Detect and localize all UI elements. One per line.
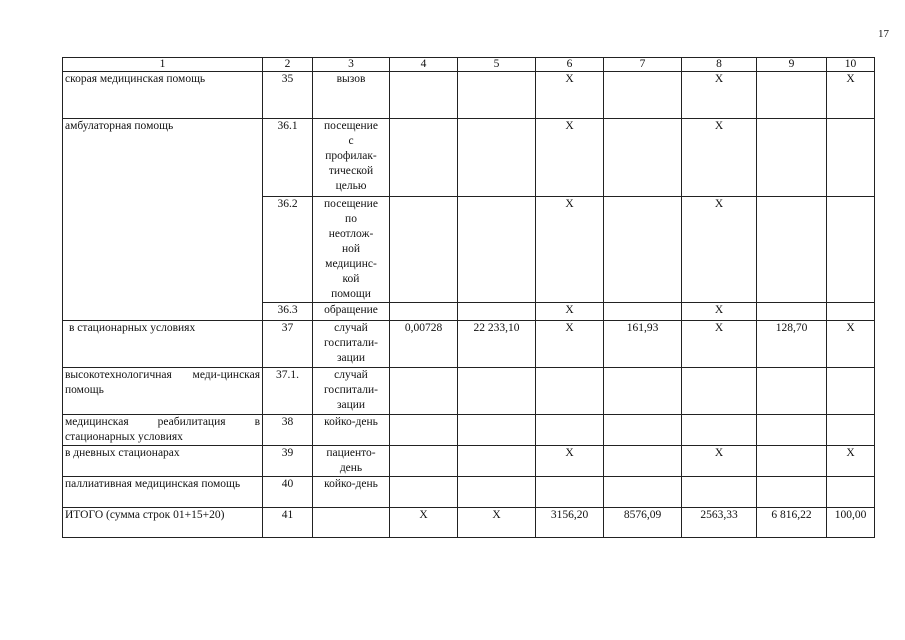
cell-col10: X bbox=[827, 446, 875, 477]
cell-col8: X bbox=[682, 197, 757, 303]
row-code: 36.3 bbox=[263, 303, 313, 321]
cell-col8: X bbox=[682, 119, 757, 197]
header-cell: 7 bbox=[604, 58, 682, 72]
table-row bbox=[63, 508, 875, 538]
cell-col4: 0,00728 bbox=[390, 321, 458, 368]
cell-col9 bbox=[757, 119, 827, 197]
cell-col8 bbox=[682, 477, 757, 508]
cell-col10: X bbox=[827, 72, 875, 119]
row-code: 37.1. bbox=[263, 368, 313, 415]
cell-col10 bbox=[827, 477, 875, 508]
row-name: паллиативная медицинская помощь bbox=[63, 477, 263, 508]
cell-col5 bbox=[458, 197, 536, 303]
cell-col4 bbox=[390, 477, 458, 508]
cell-col4 bbox=[390, 415, 458, 446]
cell-col4 bbox=[390, 446, 458, 477]
cell-col8 bbox=[682, 415, 757, 446]
cell-col7 bbox=[604, 72, 682, 119]
cell-col9 bbox=[757, 415, 827, 446]
cell-col7 bbox=[604, 303, 682, 321]
tariff-table bbox=[62, 57, 875, 538]
cell-col10: X bbox=[827, 321, 875, 368]
cell-col7 bbox=[604, 368, 682, 415]
page-number: 17 bbox=[878, 28, 889, 40]
table-row bbox=[63, 415, 875, 446]
cell-col9 bbox=[757, 197, 827, 303]
cell-col8 bbox=[682, 368, 757, 415]
row-unit: случай госпитали- зации bbox=[313, 368, 390, 415]
header-cell: 9 bbox=[757, 58, 827, 72]
cell-col6: X bbox=[536, 446, 604, 477]
cell-col4: X bbox=[390, 508, 458, 538]
cell-col4 bbox=[390, 72, 458, 119]
row-code: 35 bbox=[263, 72, 313, 119]
header-cell: 3 bbox=[313, 58, 390, 72]
row-unit: койко-день bbox=[313, 477, 390, 508]
cell-col6: X bbox=[536, 303, 604, 321]
cell-col6: X bbox=[536, 119, 604, 197]
cell-col7 bbox=[604, 415, 682, 446]
cell-col4 bbox=[390, 197, 458, 303]
cell-col10 bbox=[827, 197, 875, 303]
cell-col9 bbox=[757, 446, 827, 477]
row-unit: койко-день bbox=[313, 415, 390, 446]
row-name: в стационарных условиях bbox=[63, 321, 263, 368]
row-code: 36.1 bbox=[263, 119, 313, 197]
cell-col8: 2563,33 bbox=[682, 508, 757, 538]
row-name: скорая медицинская помощь bbox=[63, 72, 263, 119]
cell-col9 bbox=[757, 72, 827, 119]
table-row bbox=[63, 446, 875, 477]
cell-col9: 6 816,22 bbox=[757, 508, 827, 538]
header-cell: 5 bbox=[458, 58, 536, 72]
cell-col5: X bbox=[458, 508, 536, 538]
row-unit: посещение с профилак- тической целью bbox=[313, 119, 390, 197]
table-row bbox=[63, 119, 875, 197]
row-unit: случай госпитали- зации bbox=[313, 321, 390, 368]
cell-col10: 100,00 bbox=[827, 508, 875, 538]
row-name: высокотехнологичная меди-цинская помощь bbox=[63, 368, 263, 415]
row-name: медицинская реабилитация в стационарных условиях bbox=[63, 415, 263, 446]
cell-col7: 161,93 bbox=[604, 321, 682, 368]
cell-col4 bbox=[390, 303, 458, 321]
cell-col10 bbox=[827, 368, 875, 415]
row-code: 37 bbox=[263, 321, 313, 368]
cell-col5: 22 233,10 bbox=[458, 321, 536, 368]
cell-col5 bbox=[458, 368, 536, 415]
row-unit: посещение по неотлож- ной медицинс- кой помощи bbox=[313, 197, 390, 303]
cell-col10 bbox=[827, 119, 875, 197]
cell-col10 bbox=[827, 415, 875, 446]
row-unit: вызов bbox=[313, 72, 390, 119]
cell-col10 bbox=[827, 303, 875, 321]
cell-col4 bbox=[390, 119, 458, 197]
cell-col9 bbox=[757, 368, 827, 415]
header-cell: 4 bbox=[390, 58, 458, 72]
header-cell: 1 bbox=[63, 58, 263, 72]
row-name: амбулаторная помощь bbox=[63, 119, 263, 321]
cell-col7 bbox=[604, 119, 682, 197]
row-name: в дневных стационарах bbox=[63, 446, 263, 477]
table-row bbox=[63, 368, 875, 415]
cell-col6 bbox=[536, 477, 604, 508]
row-code: 41 bbox=[263, 508, 313, 538]
cell-col5 bbox=[458, 415, 536, 446]
cell-col8: X bbox=[682, 321, 757, 368]
cell-col8: X bbox=[682, 72, 757, 119]
header-row bbox=[63, 58, 875, 72]
cell-col6: X bbox=[536, 72, 604, 119]
cell-col7 bbox=[604, 477, 682, 508]
cell-col5 bbox=[458, 303, 536, 321]
cell-col6: X bbox=[536, 321, 604, 368]
header-cell: 2 bbox=[263, 58, 313, 72]
table-row bbox=[63, 321, 875, 368]
cell-col7 bbox=[604, 197, 682, 303]
cell-col9: 128,70 bbox=[757, 321, 827, 368]
cell-col7: 8576,09 bbox=[604, 508, 682, 538]
cell-col6 bbox=[536, 368, 604, 415]
table-row bbox=[63, 477, 875, 508]
cell-col6: 3156,20 bbox=[536, 508, 604, 538]
row-unit bbox=[313, 508, 390, 538]
row-unit: обращение bbox=[313, 303, 390, 321]
row-unit: пациенто- день bbox=[313, 446, 390, 477]
cell-col8: X bbox=[682, 303, 757, 321]
header-cell: 6 bbox=[536, 58, 604, 72]
cell-col5 bbox=[458, 119, 536, 197]
cell-col9 bbox=[757, 303, 827, 321]
cell-col5 bbox=[458, 477, 536, 508]
cell-col6 bbox=[536, 415, 604, 446]
cell-col6: X bbox=[536, 197, 604, 303]
cell-col7 bbox=[604, 446, 682, 477]
header-cell: 8 bbox=[682, 58, 757, 72]
header-cell: 10 bbox=[827, 58, 875, 72]
cell-col8: X bbox=[682, 446, 757, 477]
cell-col5 bbox=[458, 72, 536, 119]
row-name: ИТОГО (сумма строк 01+15+20) bbox=[63, 508, 263, 538]
row-code: 38 bbox=[263, 415, 313, 446]
row-code: 36.2 bbox=[263, 197, 313, 303]
cell-col9 bbox=[757, 477, 827, 508]
cell-col4 bbox=[390, 368, 458, 415]
table-row bbox=[63, 72, 875, 119]
row-code: 39 bbox=[263, 446, 313, 477]
cell-col5 bbox=[458, 446, 536, 477]
row-code: 40 bbox=[263, 477, 313, 508]
